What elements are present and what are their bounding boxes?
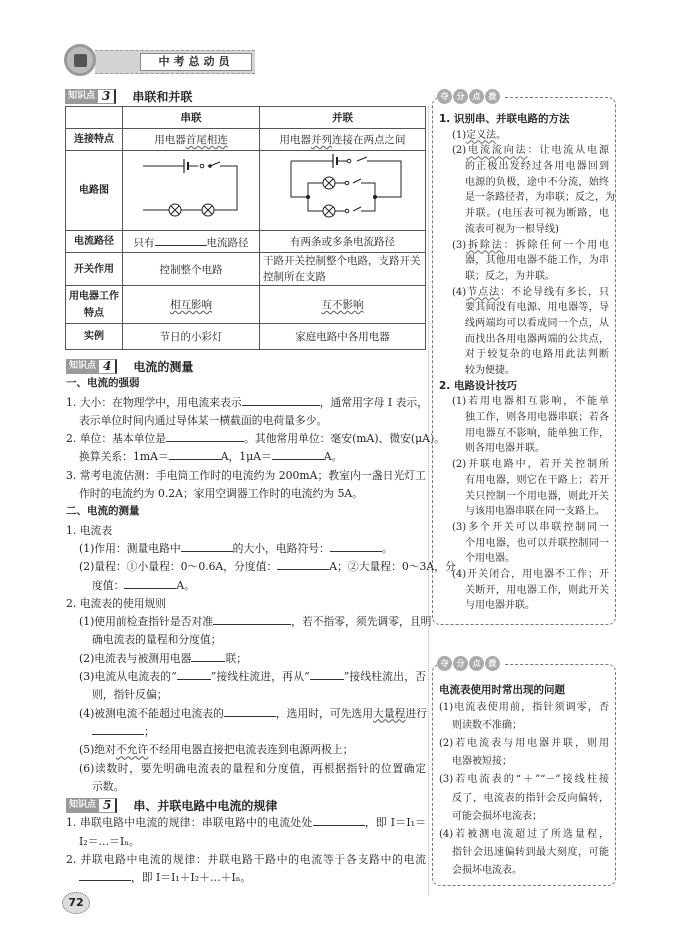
line-text: ，通常用字母 I 表示， [319,395,428,409]
text-line [66,467,426,485]
fill-in-blank[interactable] [213,613,291,625]
kp-number: 3 [98,89,116,104]
table-row [66,151,426,231]
section-heading: 2. 电路设计技巧 [439,379,517,392]
text-line [439,862,609,880]
fill-in-blank[interactable] [169,448,221,460]
text-line [439,567,609,583]
column-divider [428,106,429,896]
fill-in-blank[interactable] [224,705,276,717]
line-text: (5)绝对 [79,743,116,757]
table-row [66,253,426,286]
kp-tag: 知识点 [65,89,98,104]
line-text: 线两端均可以看成同一个点，从 [465,317,609,329]
text-line [439,489,609,505]
line-text: 与该用电器串联在同一支路上。 [465,506,605,518]
line-text: A。 [323,450,343,464]
text-line [66,558,456,576]
text-line [439,143,609,159]
text-line [439,808,609,826]
lamp-icon [202,204,214,216]
table-header-series: 串联 [123,107,260,129]
text-line [439,159,609,175]
line-text: 用电器互不影响，能单独工作， [465,427,609,439]
kp-title: 串联和并联 [132,89,193,104]
tips-content [439,681,609,880]
emphasis-text: 互不影响 [321,299,364,311]
line-text: A；②大量程：0～3A，分 [329,560,456,574]
line-text: (1)使用前检查指针是否对准 [79,615,214,629]
text-line [66,394,426,412]
line-text: ，即 I＝I₁＋I₂＋…＋Iₙ。 [131,871,252,885]
table-header-row [66,107,426,129]
line-text: 作时的电流约为 0.2A；家用空调器工作时的电流约为 5A。 [79,487,364,501]
fill-in-blank[interactable] [181,540,233,552]
line-text: ”接线柱流出，否 [343,670,426,684]
table-row [66,231,426,253]
kp-tag: 知识点 [66,359,99,374]
badge-char: 点 [469,656,484,671]
emphasis-text: 节点法 [466,286,501,298]
tips-badge [437,656,503,671]
text-line [66,814,426,832]
line-text: (4)若被测电流超过了所选量程， [439,828,609,840]
tips-badge [437,89,503,104]
cell-series [123,231,260,253]
text-line [439,316,609,332]
tips-box-ammeter-problems [432,659,616,886]
fill-in-blank[interactable] [277,558,329,570]
knowledge-point-3-heading [65,87,192,105]
text-line [439,717,609,735]
line-text: 与用电器并联。 [465,600,535,612]
text-line [439,285,609,301]
text-line [66,448,426,466]
fill-in-blank[interactable] [313,814,365,826]
line-text: 要其间没有电源、用电器等，导 [465,302,609,314]
text-line [439,363,609,379]
line-text: 较为便捷。 [465,365,515,376]
cell-series [123,286,260,324]
text-line [66,613,432,631]
section-heading: 一、电流的强弱 [66,377,140,390]
text-line [66,430,445,448]
text-line [66,522,426,540]
badge-char: 分 [453,656,468,671]
text-line [66,741,426,759]
emphasis-text: 定义法 [466,129,497,141]
table-row [66,129,426,151]
text-line [66,485,426,503]
book-logo-icon [64,44,96,76]
text-line [66,869,426,887]
text-line [439,583,609,599]
line-text: 联；反之，为并联。 [465,270,555,282]
line-text: 电源的负极，途中不分流，始终 [465,176,609,188]
fill-in-blank[interactable] [124,577,176,589]
line-text: 换算关系：1mA＝ [79,450,169,464]
text-line [66,412,426,430]
text-line [439,699,609,717]
fill-in-blank[interactable] [242,394,320,406]
text-line [439,253,609,269]
cell-series: 节日的小彩灯 [123,324,260,350]
tips-box-methods [432,92,616,625]
line-text: ，即 I＝I₁＝ [364,816,426,830]
line-text: 2. 并联电路中电流的规律：并联电路干路中的电流等于各支路中的电流 [66,853,426,867]
row-label: 实例 [66,324,123,350]
line-text: 对于较复杂的电路用此法判断 [465,349,609,361]
text-line [439,426,609,442]
line-text: A，1μA＝ [220,450,272,464]
line-text: 有用电器，则它在干路上；若开 [465,474,609,486]
text-line [439,347,609,363]
fill-in-blank[interactable] [330,540,382,552]
text-line [66,760,426,778]
fill-in-blank[interactable] [272,448,324,460]
emphasis-text: 并列 [311,134,332,146]
badge-char: 拨 [485,89,500,104]
emphasis-text: 相互影响 [170,299,212,311]
line-text: (3)电流从电流表的“ [79,670,177,684]
text-line [439,598,609,614]
text-line [439,206,609,222]
line-text: ：让电流从电源 [527,145,610,157]
row-label: 用电器工作特点 [66,286,123,324]
line-text: (3)多个开关可以串联控制同一 [452,521,609,533]
text-line [439,441,609,457]
line-text: 流表可视为一根导线) [465,223,559,235]
text-line [439,551,609,567]
line-text: 3. 常考电流估测：手电筒工作时的电流约为 200mA；教室内一盏日光灯工 [66,468,426,482]
line-text: (3) [452,239,467,251]
text-line [439,394,609,410]
emphasis-text: 拆除法 [466,239,504,251]
line-text: ； [144,724,155,738]
text-line [66,833,426,851]
line-text: 个用电器，也可以并联控制同一 [465,537,609,549]
kp-title: 电流的测量 [133,359,194,374]
section-heading: 电流表使用时常出现的问题 [439,684,565,696]
text-line [66,705,426,723]
left-column-content [66,357,456,888]
cell-series: 控制整个电路 [123,253,260,286]
line-text: (1) [452,129,467,141]
text-line [439,190,615,206]
text-line [439,753,609,771]
lamp-icon [169,204,181,216]
line-text: 则，指针反偏； [92,688,168,702]
line-text: 的正极出发经过各用电器回到 [465,161,609,173]
line-text: I₂＝…＝Iₙ。 [79,834,140,848]
knowledge-point-heading [66,796,426,814]
fill-in-blank[interactable] [166,430,244,442]
line-text: 进行 [405,706,428,720]
line-text: 是一条路径者，为串联；反之，为 [465,192,615,204]
header-title: 中考总动员 [140,53,252,71]
kp-title: 串、并联电路中电流的规律 [133,798,278,813]
line-text: (1)若用电器相互影响，不能单 [452,396,609,408]
line-text: 度值： [92,578,125,592]
line-text: 1. 串联电路中电流的规律：串联电路中的电流处处 [66,816,313,830]
badge-char: 点 [469,89,484,104]
line-text: (1)电流表使用前，指针须调零，否 [439,702,609,714]
section-heading: 1. 识别串、并联电路的方法 [439,113,570,125]
table-header-parallel: 并联 [260,107,426,129]
line-text: 联； [225,651,248,665]
lamp-icon [323,205,335,217]
line-text: 确电流表的量程和分度值； [92,633,222,647]
line-text: (1)作用：测量电路中 [79,541,181,555]
line-text: 会损坏电流表。 [452,864,522,876]
line-text: ：拆除任何一个用电 [503,239,609,251]
text-line [439,269,609,285]
text-line [66,851,426,869]
text-line [439,790,609,808]
cell-text: 只有 [133,236,155,249]
text-line [439,771,609,789]
badge-char: 拨 [485,656,500,671]
row-label: 连接特点 [66,129,123,151]
text-line [439,473,609,489]
text-line [439,735,609,753]
cell-parallel [260,151,426,231]
line-text: (4) [452,286,467,298]
fill-in-blank[interactable] [155,234,207,246]
row-label: 电流路径 [66,231,123,253]
line-text: 不经用电器直接把电流表连到电源两极上； [148,743,354,757]
badge-char: 分 [453,89,468,104]
line-text: 独工作，则各用电器串联；若各 [465,412,609,424]
line-text: 则读数不准确； [452,720,522,732]
cell-series [123,129,260,151]
series-parallel-table [65,106,426,350]
line-text: 关只控制一个用电器，则此开关 [465,490,609,502]
text-line [439,844,609,862]
emphasis-text: 大量程 [373,706,406,720]
emphasis-text: 电流流向法 [466,145,528,157]
table-row [66,324,426,350]
text-line [66,595,426,613]
line-text: 。 [381,541,393,555]
cell-text: 用电器 [154,134,186,146]
text-line [66,778,426,796]
text-line [66,650,426,668]
table-header-corner [66,107,123,129]
text-line [439,826,609,844]
line-text: 2. 电流表的使用规则 [66,596,167,610]
line-text: ”接线柱流进，再从“ [210,670,310,684]
text-line [439,536,609,552]
cell-parallel [260,286,426,324]
section-heading: 二、电流的测量 [66,505,140,518]
text-line [439,457,609,473]
line-text: (2)并联电路中，若开关控制所 [452,459,609,471]
emphasis-text: 首尾相连 [185,134,228,146]
line-text: 指针会迅速偏转到最大刻度，可能 [452,846,609,858]
cell-parallel: 干路开关控制整个电路，支路开关控制所在支路 [260,253,426,286]
line-text: (6)读数时，要先明确电流表的量程和分度值，再根据指针的位置确定 [79,761,426,775]
fill-in-blank[interactable] [310,668,344,680]
cell-text: 电流路径 [206,236,249,249]
tips-content [439,112,615,614]
text-line [439,238,609,254]
text-line [439,504,609,520]
line-text: (2) [452,145,467,157]
row-label: 开关作用 [66,253,123,286]
line-text: 个用电器。 [465,553,515,565]
line-text: 示数。 [92,779,125,793]
knowledge-point-heading [66,357,426,375]
badge-char: 夺 [437,89,452,104]
cell-text: 用电器 [279,134,311,146]
line-text: 的大小，电路符号： [232,541,330,555]
text-line [439,128,609,144]
line-text: 表示单位时间内通过导体某一横截面的电荷量多少。 [79,413,328,427]
text-line [439,300,609,316]
line-text: 关断开，用电器工作，则此开关 [465,584,609,596]
line-text: ，选用时，可先选用 [275,706,374,720]
line-text: 而找出各用电器两端的公共点， [465,333,609,345]
table-row [66,286,426,324]
text-line [439,410,609,426]
line-text: (4)被测电流不能超过电流表的 [79,706,224,720]
cell-parallel: 家庭电路中各用电器 [260,324,426,350]
line-text: 可能会损坏电流表； [452,810,542,822]
line-text: (2)量程：①小量程：0～0.6A，分度值： [79,560,278,574]
cell-parallel: 有两条或多条电流路径 [260,231,426,253]
line-text: 1. 电流表 [66,523,113,537]
text-line [66,668,426,686]
line-text: 并联。(电压表可视为断路，电 [465,208,609,220]
kp-number: 5 [99,798,117,813]
fill-in-blank[interactable] [79,869,131,881]
line-text: ，若不指零，须先调零，且明 [291,615,432,629]
line-text: 则各用电器并联。 [465,443,545,455]
series-circuit-diagram [126,154,256,224]
line-text: 。 [496,129,507,141]
row-label: 电路图 [66,151,123,231]
badge-char: 夺 [437,656,452,671]
text-line [439,175,609,191]
text-line [66,577,426,595]
line-text: (3)若电流表的“＋”“－”接线柱接 [439,774,609,786]
fill-in-blank[interactable] [177,668,211,680]
line-text: 1. 大小：在物理学中，用电流来表示 [66,395,242,409]
line-text: (2)电流表与被测用电器 [79,651,192,665]
text-line [66,723,426,741]
text-line [66,631,426,649]
cell-parallel [260,129,426,151]
line-text: 。其他常用单位：毫安(mA)、微安(μA)。 [244,432,445,446]
lamp-icon [323,177,335,189]
cell-text: 连接在两点之间 [332,134,406,146]
text-line [439,332,609,348]
line-text: ：不论导线有多长，只 [500,286,610,298]
text-line [66,540,426,558]
fill-in-blank[interactable] [92,723,144,735]
cell-series [123,151,260,231]
emphasis-text: 不允许 [115,743,149,757]
line-text: (4)开关闭合，用电器不工作；开 [452,568,609,580]
line-text: 电器被短接； [452,756,512,768]
line-text: 器，其他用电器不能工作，为串 [465,255,609,267]
text-line [439,520,609,536]
line-text: 反了，电流表的指针会反向偏转， [452,792,609,804]
kp-number: 4 [99,359,117,374]
text-line [66,686,426,704]
page-number: 72 [62,892,90,914]
line-text: 2. 单位：基本单位是 [66,432,167,446]
fill-in-blank[interactable] [191,650,225,662]
parallel-circuit-diagram [273,153,413,225]
kp-tag: 知识点 [66,798,99,813]
line-text: A。 [176,578,195,592]
text-line [439,222,609,238]
line-text: (2)若电流表与用电器并联，则用 [439,738,609,750]
